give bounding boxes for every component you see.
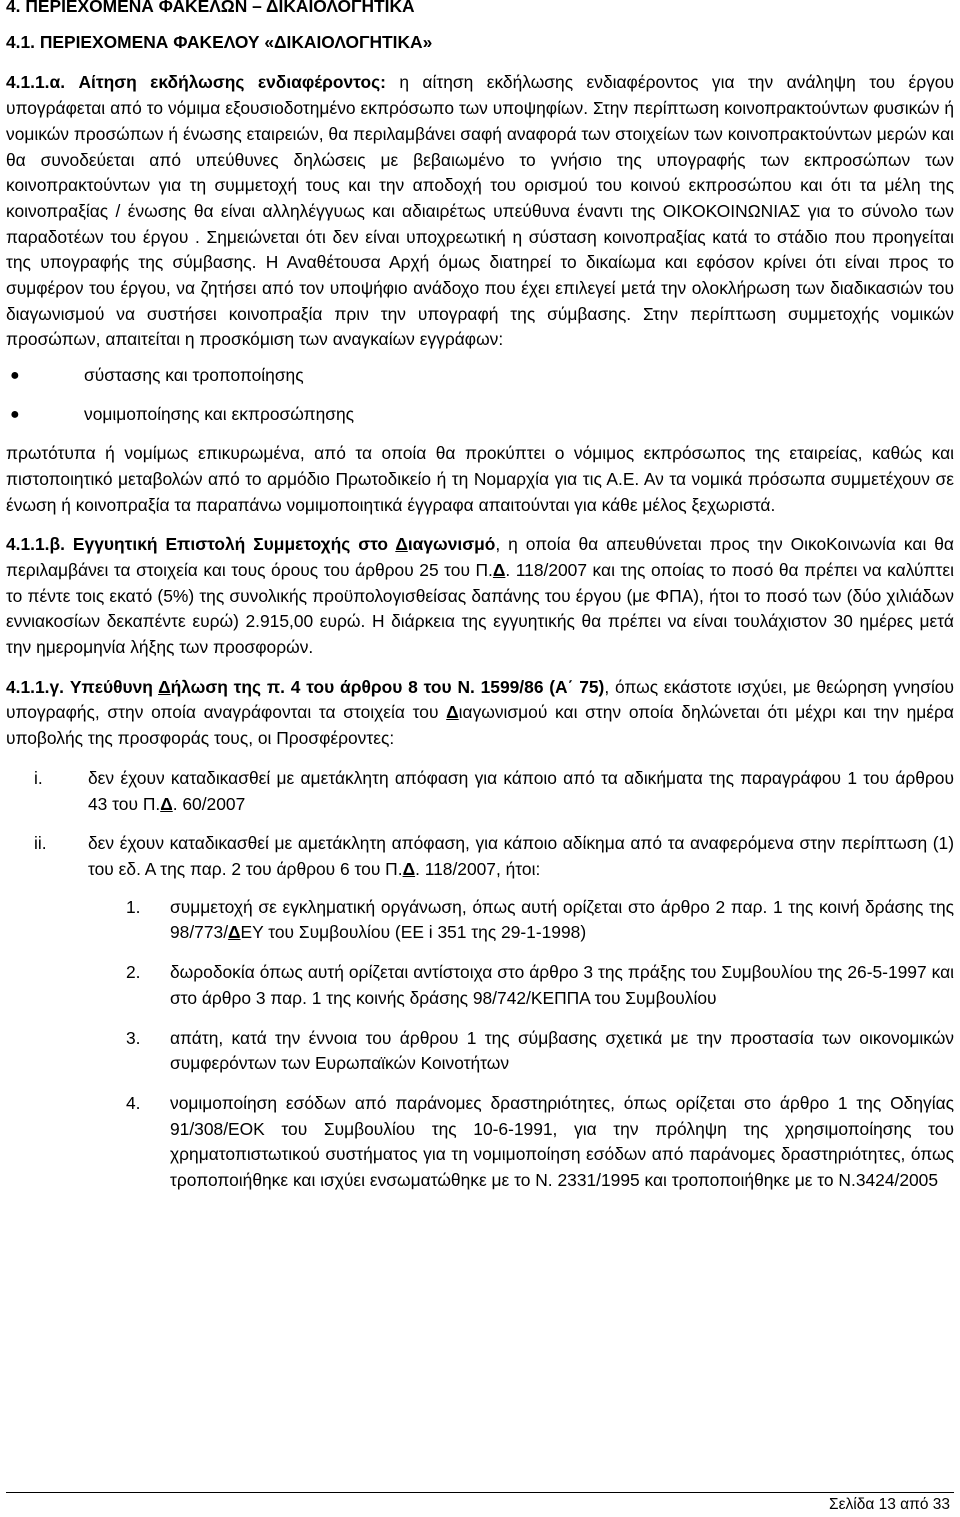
bullet-icon: ● bbox=[10, 406, 20, 424]
list-item: 4. νομιμοποίηση εσόδων από παράνομες δραστηριότητες, όπως ορίζεται στο άρθρο 1 της Οδηγίας 91/308/ΕΟΚ του Συμβουλίου της 10-6-1991, για την πρόληψη της χρησιμοποίησης του χρηματοπιστωτικού συστήματος για τη νομιμοποίηση εσόδων από παράνομες δραστηριότητες, όπως τροποποιήθηκε και ισχύει ενσωματώθηκε με το Ν. 2331/1995 και τροποποιήθηκε με το Ν.3424/2005 bbox=[126, 1092, 954, 1191]
section-a-title: Αίτηση εκδήλωσης ενδιαφέροντος: bbox=[78, 72, 386, 93]
roman-list bbox=[6, 766, 954, 1194]
list-item: 2. δωροδοκία όπως αυτή ορίζεται αντίστοιχα στο άρθρο 3 της πράξης του Συμβουλίου της 26-5-1997 και στο άρθρο 3 παρ. 1 της κοινής δράσης 98/742/ΚΕΠΠΑ του Συμβουλίου bbox=[126, 962, 954, 1008]
required-documents-list bbox=[6, 363, 954, 441]
bullet-icon: ● bbox=[10, 367, 20, 385]
section-c-title: Υπεύθυνη Δήλωση της π. 4 του άρθρου 8 του Ν. 1599/86 (Α΄ 75) bbox=[69, 676, 605, 697]
list-item: ii. δεν έχουν καταδικασθεί με αμετάκλητη απόφαση, για κάποιο αδίκημα από τα αναφερόμενα στην περίπτωση (1) του εδ. Α της παρ. 2 του άρθρου 6 του Π.Δ. 118/2007, ήτοι: 1. συμμετοχή σε εγκληματική οργάνωση, όπως αυτή ορίζεται στο άρθρο 2 παρ. 1 της κοινή δράσης της 98/773/ΔΕΥ του Συμβουλίου (ΕΕ i 351 της 29-1-1998) 2. δωροδοκία όπως αυτή ορίζεται αντίστοιχα στο άρθρο 3 της πράξης του Συμβουλίου της 26-5-1997 και στο άρθρο 3 παρ. 1 της κοινής δράσης 98/742/ΚΕΠΠΑ του Συμβουλίου 3. απάτη, κατά την έννοια του άρθρου 1 της σύμβασης σχετικά με την προστασία των οικονομικών συμφερόντων των Ευρωπαϊκών Κοινοτήτων 4. νομιμοποίηση εσόδων από παράνομες δραστηριότητες, όπως ορίζεται στο άρθρο 1 της Οδηγίας 91/308/ΕΟΚ του Συμβουλίου της 10-6-1991, για την πρόληψη της χρησιμοποίησης του χρηματοπιστωτικού συστήματος για τη νομιμοποίηση εσόδων από παράνομες δραστηριότητες, όπως τροποποιήθηκε και ισχύει ενσωματώθηκε με το Ν. 2331/1995 και τροποποιήθηκε με το Ν.3424/2005 bbox=[6, 831, 954, 1193]
section-heading: 4. ΠΕΡΙΕΧΟΜΕΝΑ ΦΑΚΕΛΩΝ – ΔΙΚΑΙΟΛΟΓΗΤΙΚΑ bbox=[6, 0, 415, 16]
document-page bbox=[6, 0, 954, 1208]
section-a-paragraph bbox=[6, 70, 954, 353]
section-a-text: η αίτηση εκδήλωσης ενδιαφέροντος για την ανάληψη του έργου υπογράφεται από το νόμιμα εξουσιοδοτημένο εκπρόσωπο των υποψηφίων. Στην περίπτωση κοινοπρακτούντων φυσικών ή νομικών προσώπων ή ένωσης εταιρειών, θα περιλαμβάνει σαφή αναφορά των στοιχείων των κοινοπρακτούντων μερών και θα συνοδεύεται από υπεύθυνες δηλώσεις με βεβαιωμένο το γνήσιο της υπογραφής των εκπροσώπων των κοινοπρακτούντων για τη συμμετοχή τους και την αποδοχή του ορισμού του κοινού εκπροσώπου και ότι τα μέλη της κοινοπραξίας / ένωσης θα είναι αλληλέγγυως και αδιαιρέτως υπεύθυνα έναντι της ΟΙΚΟΚΟΙΝΩΝΙΑΣ για το σύνολο των παραδοτέων του έργου . Σημειώνεται ότι δεν είναι υποχρεωτική η σύσταση κοινοπραξίας κατά το στάδιο που προηγείται της υπογραφής της σύμβασης. Η Αναθέτουσα Αρχή όμως διατηρεί το δικαίωμα και εφόσον κρίνει ότι είναι προς το συμφέρον του έργου, να ζητήσει από τον υποψήφιο ανάδοχο που έχει επιλεγεί μετά την ολοκλήρωση των διαδικασιών του διαγωνισμού να συστήσει κοινοπραξία πριν την υπογραφή της σύμβασης. Στην περίπτωση συμμετοχής νομικών προσώπων, απαιτείται η προσκόμιση των αναγκαίων εγγράφων: bbox=[6, 72, 954, 350]
section-a-paragraph-2: πρωτότυπα ή νομίμως επικυρωμένα, από τα οποία θα προκύπτει ο νόμιμος εκπρόσωπος της εταιρείας, καθώς και πιστοποιητικό μεταβολών από το αρμόδιο Πρωτοδικείο ή τη Νομαρχία για τις Α.Ε. Αν τα νομικά πρόσωπα συμμετέχουν σε ένωση ή κοινοπραξία τα παραπάνω νομιμοποιητικά έγγραφα απαιτούνται για κάθε μέλος ξεχωριστά. bbox=[6, 443, 954, 515]
list-item: ● σύστασης και τροποποίησης bbox=[6, 363, 954, 402]
page-number: Σελίδα 13 από 33 bbox=[829, 1496, 950, 1513]
list-item: ● νομιμοποίησης και εκπροσώπησης bbox=[6, 402, 954, 441]
section-b-title: Εγγυητική Επιστολή Συμμετοχής στο Διαγωνισμό bbox=[72, 534, 496, 555]
list-item: 1. συμμετοχή σε εγκληματική οργάνωση, όπως αυτή ορίζεται στο άρθρο 2 παρ. 1 της κοινή δράσης της 98/773/ΔΕΥ του Συμβουλίου (ΕΕ i 351 της 29-1-1998) bbox=[126, 896, 954, 943]
list-item: i. δεν έχουν καταδικασθεί με αμετάκλητη απόφαση για κάποιο από τα αδικήματα της παραγράφου 1 του άρθρου 43 του Π.Δ. 60/2007 bbox=[34, 767, 954, 814]
section-a-label: 4.1.1.α. bbox=[6, 72, 66, 93]
section-c-paragraph: 4.1.1.γ. Υπεύθυνη Δήλωση της π. 4 του άρθρου 8 του Ν. 1599/86 (Α΄ 75), όπως εκάστοτε ισχύει, με θεώρηση γνησίου υπογραφής, στην οποία αναγράφονται τα στοιχεία του Διαγωνισμού και στην οποία δηλώνεται ότι μέχρι και την ημέρα υποβολής της προσφοράς τους, οι Προσφέροντες: bbox=[6, 676, 954, 749]
list-item: 3. απάτη, κατά την έννοια του άρθρου 1 της σύμβασης σχετικά με την προστασία των οικονομικών συμφερόντων των Ευρωπαϊκών Κοινοτήτων bbox=[126, 1027, 954, 1074]
section-b-paragraph: 4.1.1.β. Εγγυητική Επιστολή Συμμετοχής στο Διαγωνισμό, η οποία θα απευθύνεται προς την ΟικοΚοινωνία και θα περιλαμβάνει τα στοιχεία και τους όρους του άρθρου 25 του Π.Δ. 118/2007 και της οποίας το ποσό θα πρέπει να καλύπτει το πέντε τοις εκατό (5%) της συνολικής προϋπολογισθείσας δαπάνης του έργου (με ΦΠΑ), ήτοι το ποσό των (δύο χιλιάδων εννιακοσίων δεκαπέντε ευρώ) 2.915,00 ευρώ. Η διάρκεια της εγγυητικής θα πρέπει να είναι τουλάχιστον 30 ημέρες μετά την ημερομηνία λήξης των προσφορών. bbox=[6, 534, 954, 658]
offense-list bbox=[88, 895, 954, 1194]
subsection-heading: 4.1. ΠΕΡΙΕΧΟΜΕΝΑ ΦΑΚΕΛΟΥ «ΔΙΚΑΙΟΛΟΓΗΤΙΚΑ» bbox=[6, 31, 433, 52]
footer-divider bbox=[6, 1492, 954, 1493]
